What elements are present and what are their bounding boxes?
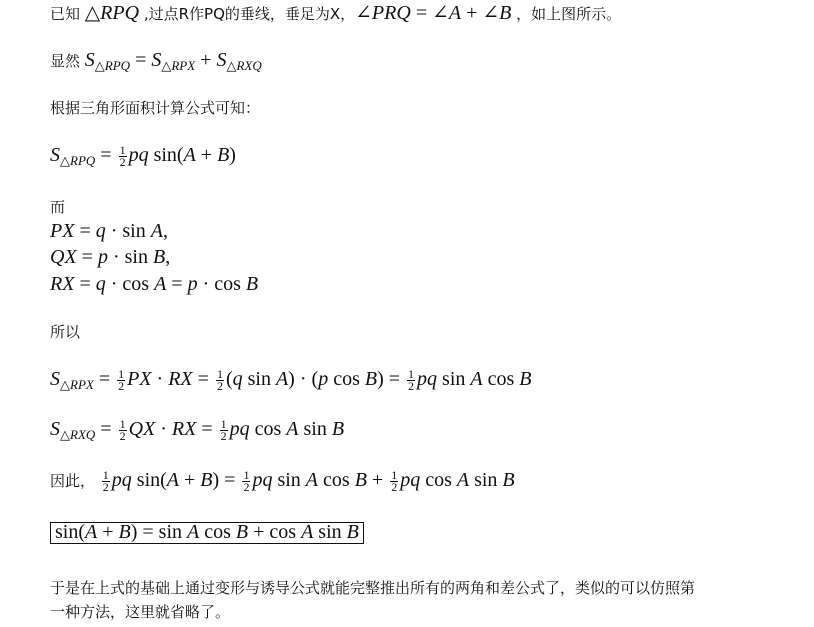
math-symbol: A: [183, 144, 196, 166]
text-segment: ,过点R作PQ的垂线，垂足为X，: [139, 5, 356, 23]
document-line: [50, 367, 531, 397]
math-symbol: ): [130, 521, 138, 543]
operator: +: [184, 469, 196, 491]
operator: =: [135, 49, 147, 71]
math-symbol: A: [456, 469, 470, 491]
fraction: [220, 416, 228, 443]
math-symbol: (: [225, 368, 233, 390]
math-symbol: RX: [171, 418, 197, 440]
numerator: 1: [216, 366, 223, 381]
operator: =: [100, 144, 112, 166]
denominator: 2: [118, 378, 125, 393]
fraction: [216, 366, 224, 393]
math-symbol: sin: [469, 469, 503, 491]
math-symbol: PX: [127, 368, 152, 390]
denominator: 2: [119, 154, 126, 169]
math-expression: [355, 2, 511, 24]
operator: ·: [110, 273, 118, 295]
denominator: 2: [408, 378, 415, 393]
math-symbol: B: [235, 521, 249, 543]
math-symbol: B: [499, 2, 512, 24]
math-symbol: ,: [162, 220, 168, 242]
math-symbol: cos: [199, 521, 236, 543]
operator: =: [197, 368, 209, 390]
math-symbol: p: [318, 368, 329, 390]
math-symbol: A: [85, 521, 98, 543]
denominator: 2: [220, 428, 227, 443]
math-symbol: sin: [272, 469, 306, 491]
math-symbol: PX: [50, 220, 75, 242]
fraction: [119, 142, 127, 169]
math-symbol: cos: [328, 368, 365, 390]
math-symbol: A: [305, 469, 319, 491]
numerator: 1: [408, 366, 415, 381]
denominator: 2: [243, 479, 250, 494]
operator: +: [200, 49, 212, 71]
math-symbol: ): [377, 368, 384, 390]
math-symbol: B: [364, 368, 378, 390]
math-expression: [50, 246, 170, 268]
document-line: [50, 48, 262, 78]
math-symbol: ∠: [355, 2, 372, 24]
document-line: [50, 600, 230, 624]
math-symbol: B: [200, 469, 213, 491]
math-symbol: QX: [128, 418, 156, 440]
math-symbol: p: [187, 273, 198, 295]
math-symbol: sin: [437, 368, 471, 390]
operator: =: [224, 469, 236, 491]
math-symbol: q: [95, 220, 106, 242]
math-symbol: A: [286, 418, 299, 440]
operator: =: [79, 273, 91, 295]
math-symbol: △: [84, 2, 101, 24]
subscript: △RPQ: [60, 153, 96, 168]
text-segment: 一种方法，这里就省略了。: [50, 603, 231, 621]
document-line: [50, 468, 515, 493]
operator: ·: [112, 246, 120, 268]
math-symbol: sin(: [131, 469, 167, 491]
document-line: [50, 195, 65, 219]
operator: =: [100, 418, 112, 440]
operator: ·: [156, 368, 164, 390]
math-symbol: pq: [417, 368, 438, 390]
text-segment: ，如上图所示。: [511, 5, 622, 23]
denominator: 2: [216, 378, 223, 393]
math-symbol: (: [311, 368, 319, 390]
operator: ·: [160, 418, 167, 440]
operator: +: [253, 521, 265, 543]
math-expression: [85, 49, 262, 71]
math-symbol: sin: [122, 220, 151, 242]
operator: =: [81, 246, 93, 268]
operator: ·: [202, 273, 210, 295]
math-symbol: sin: [158, 521, 188, 543]
document-line: [50, 272, 258, 297]
document-line: [50, 1, 621, 26]
operator: =: [415, 2, 428, 24]
document-line: [50, 143, 236, 173]
math-symbol: sin: [242, 368, 276, 390]
math-symbol: cos: [269, 521, 302, 543]
math-symbol: cos: [420, 469, 457, 491]
math-symbol: A: [275, 368, 289, 390]
math-symbol: A: [470, 368, 483, 390]
math-symbol: cos: [249, 418, 287, 440]
math-symbol: B: [152, 246, 166, 268]
math-symbol: S: [50, 368, 60, 390]
math-symbol: q: [232, 368, 243, 390]
math-symbol: B: [502, 469, 515, 491]
math-symbol: pq: [128, 144, 149, 166]
math-symbol: A: [154, 273, 167, 295]
fraction: [102, 467, 110, 494]
denominator: 2: [102, 479, 109, 494]
math-symbol: ): [229, 144, 236, 166]
math-symbol: S: [50, 418, 60, 440]
document-line: [50, 320, 80, 344]
math-symbol: A: [448, 2, 462, 24]
fraction: [390, 467, 398, 494]
operator: =: [98, 368, 111, 390]
math-symbol: sin(: [55, 521, 85, 543]
numerator: 1: [119, 416, 126, 431]
math-symbol: cos: [482, 368, 520, 390]
math-expression: [50, 366, 532, 393]
document-line: [50, 96, 260, 120]
operator: =: [142, 521, 154, 543]
fraction: [407, 366, 415, 393]
operator: =: [388, 368, 401, 390]
text-segment: 于是在上式的基础上通过变形与诱导公式就能完整推出所有的两角和差公式了，类似的可以仿照第: [50, 579, 696, 597]
math-expression: [55, 521, 359, 543]
math-symbol: B: [519, 368, 532, 390]
math-symbol: B: [354, 469, 367, 491]
math-expression: [50, 142, 236, 169]
math-symbol: B: [118, 521, 131, 543]
numerator: 1: [220, 416, 227, 431]
math-symbol: cos: [214, 273, 246, 295]
operator: +: [102, 521, 114, 543]
operator: +: [371, 469, 384, 491]
subscript: △RPX: [60, 377, 94, 392]
numerator: 1: [118, 366, 125, 381]
math-symbol: ): [212, 469, 220, 491]
subscript: △RPX: [161, 58, 196, 73]
math-symbol: S: [216, 49, 227, 71]
fraction: [119, 416, 127, 443]
numerator: 1: [391, 467, 398, 482]
math-symbol: S: [84, 49, 95, 71]
operator: +: [200, 144, 213, 166]
subscript: △RXQ: [60, 427, 96, 442]
text-segment: 因此，: [50, 472, 100, 490]
document-line: [50, 576, 695, 600]
subscript: △RPQ: [94, 58, 131, 73]
math-symbol: pq: [111, 469, 132, 491]
math-symbol: RPQ: [100, 2, 140, 24]
denominator: 2: [119, 428, 126, 443]
text-segment: 而: [50, 198, 66, 216]
math-symbol: pq: [252, 469, 273, 491]
math-symbol: ∠: [432, 2, 449, 24]
math-symbol: ∠: [482, 2, 500, 24]
math-symbol: sin: [298, 418, 332, 440]
math-symbol: pq: [400, 469, 421, 491]
numerator: 1: [119, 142, 126, 157]
math-symbol: PRQ: [371, 2, 411, 24]
math-symbol: B: [245, 273, 259, 295]
math-symbol: S: [151, 49, 162, 71]
math-expression: [50, 220, 168, 242]
math-symbol: A: [166, 469, 179, 491]
text-segment: 显然: [50, 52, 85, 70]
document-line: [50, 219, 168, 244]
math-symbol: B: [331, 418, 345, 440]
math-symbol: ): [288, 368, 295, 390]
math-symbol: RX: [168, 368, 193, 390]
numerator: 1: [102, 467, 109, 482]
operator: +: [466, 2, 478, 24]
numerator: 1: [243, 467, 250, 482]
document-line: [50, 245, 170, 270]
math-symbol: A: [187, 521, 200, 543]
operator: ·: [110, 220, 118, 242]
math-symbol: RX: [50, 273, 75, 295]
math-symbol: cos: [122, 273, 155, 295]
text-segment: 根据三角形面积计算公式可知：: [50, 99, 261, 117]
document-line: [50, 417, 344, 447]
math-symbol: A: [150, 220, 163, 242]
math-symbol: QX: [50, 246, 77, 268]
math-symbol: ,: [165, 246, 171, 268]
math-symbol: B: [346, 521, 359, 543]
math-symbol: A: [301, 521, 314, 543]
boxed-formula: [50, 522, 364, 544]
operator: =: [201, 418, 213, 440]
fraction: [242, 467, 250, 494]
text-segment: 已知: [50, 5, 85, 23]
math-symbol: S: [50, 144, 60, 166]
math-symbol: pq: [229, 418, 250, 440]
text-segment: 所以: [50, 323, 81, 341]
math-symbol: B: [217, 144, 230, 166]
operator: =: [79, 220, 91, 242]
math-expression: [50, 273, 258, 295]
math-symbol: p: [97, 246, 108, 268]
math-symbol: sin: [313, 521, 347, 543]
math-symbol: sin(: [148, 144, 184, 166]
math-symbol: cos: [318, 469, 355, 491]
math-expression: [50, 416, 345, 443]
operator: =: [171, 273, 183, 295]
math-expression: [85, 2, 139, 24]
math-expression: [100, 467, 515, 494]
denominator: 2: [391, 479, 398, 494]
math-symbol: q: [95, 273, 106, 295]
operator: ·: [299, 368, 307, 390]
subscript: △RXQ: [226, 58, 262, 73]
math-symbol: sin: [124, 246, 153, 268]
document-line: [50, 520, 364, 545]
fraction: [117, 366, 125, 393]
